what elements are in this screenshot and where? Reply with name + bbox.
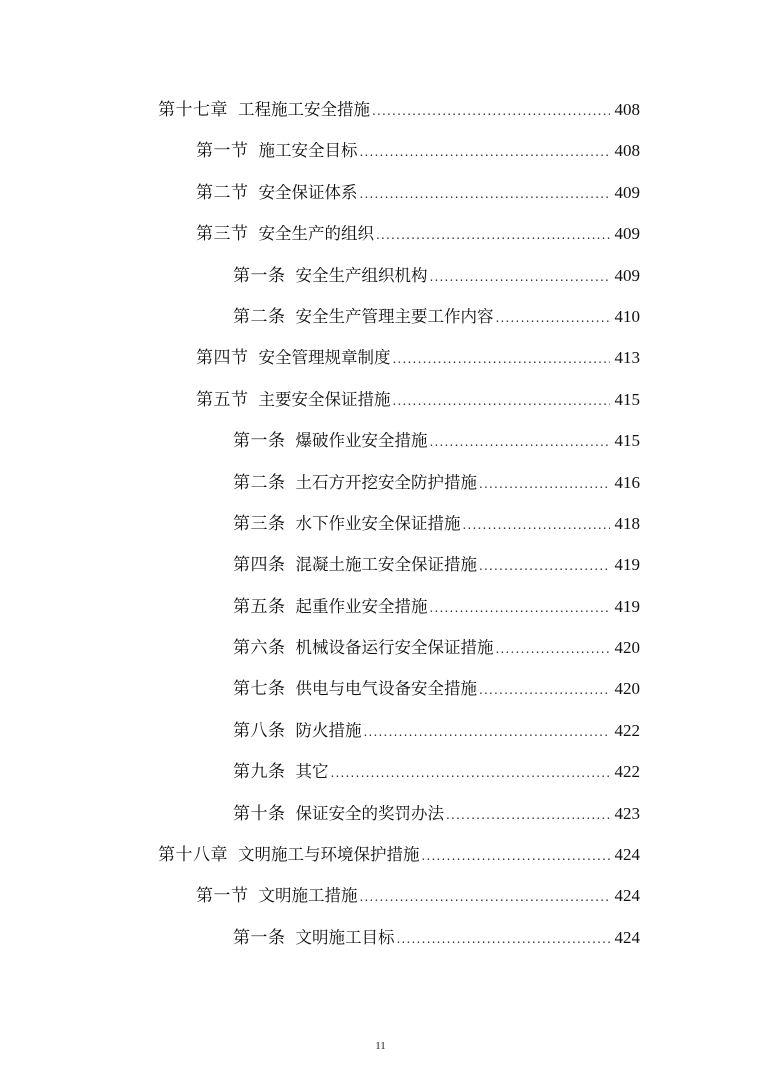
toc-entry-page: 423 bbox=[614, 803, 640, 823]
toc-entry-title: 文明施工目标 bbox=[295, 927, 395, 947]
toc-dot-leader bbox=[393, 339, 611, 380]
toc-entry-page: 409 bbox=[614, 224, 640, 244]
toc-entry-page: 415 bbox=[614, 431, 640, 451]
toc-dot-leader bbox=[479, 464, 610, 505]
toc-dot-leader bbox=[479, 546, 610, 587]
toc-dot-leader bbox=[360, 877, 611, 918]
toc-entry-title: 供电与电气设备安全措施 bbox=[295, 679, 477, 699]
toc-entry-title: 水下作业安全保证措施 bbox=[295, 513, 461, 533]
toc-dot-leader bbox=[446, 795, 610, 836]
toc-entry-title: 其它 bbox=[295, 762, 329, 782]
toc-entry-label: 第三节 bbox=[196, 224, 249, 245]
toc-dot-leader bbox=[496, 298, 611, 339]
toc-entry-title: 安全生产组织机构 bbox=[295, 265, 428, 285]
toc-entry[interactable] bbox=[0, 172, 761, 213]
toc-entry-page: 419 bbox=[614, 596, 640, 616]
toc-entry-title: 文明施工措施 bbox=[258, 886, 358, 906]
toc-dot-leader bbox=[496, 629, 611, 670]
toc-entry[interactable] bbox=[0, 420, 761, 461]
toc-entry-label: 第三条 bbox=[233, 513, 286, 534]
toc-entry-label: 第二条 bbox=[233, 306, 286, 327]
toc-dot-leader bbox=[393, 381, 611, 422]
toc-entry-title: 安全管理规章制度 bbox=[258, 348, 391, 368]
toc-entry-title: 保证安全的奖罚办法 bbox=[295, 803, 444, 823]
toc-entry-page: 419 bbox=[614, 555, 640, 575]
page-number: 11 bbox=[375, 1040, 386, 1052]
toc-entry-label: 第六条 bbox=[233, 638, 286, 659]
toc-entry[interactable] bbox=[0, 337, 761, 378]
toc-entry[interactable] bbox=[0, 668, 761, 709]
toc-entry-title: 防火措施 bbox=[295, 720, 362, 740]
toc-entry-label: 第四节 bbox=[196, 348, 249, 369]
toc-entry[interactable] bbox=[0, 834, 761, 875]
toc-entry[interactable] bbox=[0, 875, 761, 916]
toc-entry-label: 第十七章 bbox=[158, 100, 228, 120]
toc-entry-page: 413 bbox=[614, 348, 640, 368]
toc-entry-title: 工程施工安全措施 bbox=[238, 100, 370, 119]
toc-entry[interactable] bbox=[0, 379, 761, 420]
toc-entry-title: 安全保证体系 bbox=[258, 182, 358, 202]
toc-dot-leader bbox=[430, 257, 611, 298]
toc-dot-leader bbox=[360, 132, 611, 173]
toc-entry[interactable] bbox=[0, 130, 761, 171]
toc-dot-leader bbox=[372, 91, 610, 132]
toc-entry-page: 424 bbox=[614, 927, 640, 947]
toc-entry-page: 422 bbox=[614, 762, 640, 782]
toc-entry-label: 第一节 bbox=[196, 886, 249, 907]
toc-entry-page: 408 bbox=[614, 141, 640, 161]
toc-entry[interactable] bbox=[0, 503, 761, 544]
toc-dot-leader bbox=[360, 174, 611, 215]
toc-dot-leader bbox=[331, 753, 611, 794]
toc-dot-leader bbox=[479, 670, 610, 711]
toc-entry-page: 409 bbox=[614, 265, 640, 285]
toc-dot-leader bbox=[463, 505, 611, 546]
toc-entry[interactable] bbox=[0, 89, 761, 130]
toc-entry-page: 422 bbox=[614, 720, 640, 740]
toc-entry-page: 415 bbox=[614, 389, 640, 409]
toc-entry[interactable] bbox=[0, 793, 761, 834]
toc-entry-label: 第十条 bbox=[233, 803, 286, 824]
toc-dot-leader bbox=[364, 712, 611, 753]
toc-entry-label: 第十八章 bbox=[158, 845, 228, 866]
toc-entry-title: 爆破作业安全措施 bbox=[295, 431, 428, 451]
toc-entry-title: 土石方开挖安全防护措施 bbox=[295, 472, 477, 492]
table-of-contents bbox=[0, 89, 761, 958]
toc-dot-leader bbox=[422, 836, 611, 877]
toc-entry-label: 第五节 bbox=[196, 389, 249, 410]
toc-entry-page: 424 bbox=[614, 886, 640, 906]
toc-entry-title: 主要安全保证措施 bbox=[258, 389, 391, 409]
toc-entry-label: 第一条 bbox=[233, 927, 286, 948]
toc-entry[interactable] bbox=[0, 710, 761, 751]
toc-entry-page: 409 bbox=[614, 182, 640, 202]
toc-entry-label: 第二条 bbox=[233, 472, 286, 493]
toc-entry-title: 起重作业安全措施 bbox=[295, 596, 428, 616]
toc-entry[interactable] bbox=[0, 917, 761, 958]
toc-entry-title: 安全生产的组织 bbox=[258, 224, 374, 244]
toc-entry[interactable] bbox=[0, 296, 761, 337]
toc-entry-title: 文明施工与环境保护措施 bbox=[238, 845, 420, 865]
toc-entry-label: 第一条 bbox=[233, 265, 286, 286]
toc-entry[interactable] bbox=[0, 751, 761, 792]
toc-entry-label: 第一条 bbox=[233, 431, 286, 452]
toc-entry[interactable] bbox=[0, 255, 761, 296]
toc-entry[interactable] bbox=[0, 586, 761, 627]
toc-entry-title: 施工安全目标 bbox=[258, 141, 358, 161]
toc-dot-leader bbox=[430, 422, 611, 463]
toc-entry-label: 第八条 bbox=[233, 720, 286, 741]
toc-entry-page: 420 bbox=[614, 679, 640, 699]
toc-entry[interactable] bbox=[0, 213, 761, 254]
toc-entry-title: 机械设备运行安全保证措施 bbox=[295, 638, 494, 658]
toc-dot-leader bbox=[376, 215, 610, 256]
toc-entry-page: 418 bbox=[614, 513, 640, 533]
toc-entry-label: 第七条 bbox=[233, 679, 286, 700]
toc-entry-page: 410 bbox=[614, 306, 640, 326]
toc-entry-label: 第二节 bbox=[196, 182, 249, 203]
toc-entry[interactable] bbox=[0, 544, 761, 585]
toc-entry-title: 混凝土施工安全保证措施 bbox=[295, 555, 477, 575]
toc-entry-label: 第一节 bbox=[196, 141, 249, 162]
toc-entry-label: 第五条 bbox=[233, 596, 286, 617]
toc-entry-page: 424 bbox=[614, 845, 640, 865]
toc-entry-page: 420 bbox=[614, 638, 640, 658]
toc-entry-label: 第四条 bbox=[233, 555, 286, 576]
toc-entry[interactable] bbox=[0, 462, 761, 503]
toc-entry[interactable] bbox=[0, 627, 761, 668]
toc-dot-leader bbox=[430, 588, 611, 629]
toc-entry-title: 安全生产管理主要工作内容 bbox=[295, 306, 494, 326]
toc-dot-leader bbox=[397, 919, 611, 960]
toc-entry-page: 408 bbox=[614, 100, 640, 119]
toc-entry-page: 416 bbox=[614, 472, 640, 492]
toc-entry-label: 第九条 bbox=[233, 762, 286, 783]
